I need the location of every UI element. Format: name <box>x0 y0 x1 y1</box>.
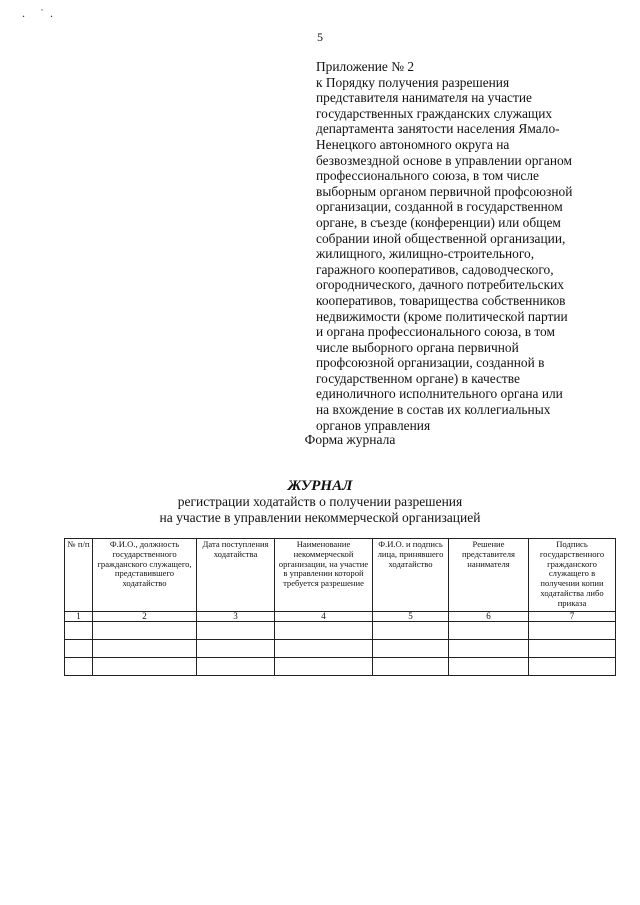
column-header: Наименование некоммерческой организации, на участие в управлении которой требуется разрешение <box>275 539 373 612</box>
scan-specks: . ˙. <box>22 6 59 20</box>
journal-title: ЖУРНАЛ <box>287 478 353 494</box>
appendix-line: числе выборного органа первичной <box>316 339 519 355</box>
page-number: 5 <box>317 30 323 44</box>
appendix-line: единоличного исполнительного органа или <box>316 386 563 402</box>
table-row <box>65 640 616 658</box>
table-cell <box>275 658 373 676</box>
column-number: 4 <box>275 612 373 622</box>
table-cell <box>529 658 616 676</box>
column-header: Решение представителя нанимателя <box>449 539 529 612</box>
appendix-line: кооперативов, товарищества собственников <box>316 292 566 308</box>
table-cell <box>373 658 449 676</box>
appendix-line: выборным органом первичной профсоюзной <box>316 183 573 199</box>
form-label: Форма журнала <box>304 432 396 447</box>
appendix-line: органов управления <box>316 417 431 433</box>
column-header: Дата поступления ходатайства <box>197 539 275 612</box>
table-cell <box>529 622 616 640</box>
appendix-line: организации, созданной в государственном <box>316 199 563 215</box>
appendix-line: государственном органе) в качестве <box>316 370 520 386</box>
appendix-line: безвозмездной основе в управлении органом <box>316 152 572 168</box>
appendix-line: государственных гражданских служащих <box>316 105 553 121</box>
table-cell <box>93 622 197 640</box>
appendix-line: огороднического, дачного потребительских <box>316 277 564 293</box>
column-header: Ф.И.О., должность государственного гражданского служащего, представившего ходатайство <box>93 539 197 612</box>
journal-table <box>64 538 616 676</box>
table-cell <box>529 640 616 658</box>
table-cell <box>373 640 449 658</box>
table-cell <box>449 640 529 658</box>
table-cell <box>373 622 449 640</box>
appendix-block <box>316 59 616 433</box>
column-header: Ф.И.О. и подпись лица, принявшего ходатайство <box>373 539 449 612</box>
table-cell <box>197 658 275 676</box>
column-number: 7 <box>529 612 616 622</box>
table-cell <box>93 640 197 658</box>
column-number-row <box>65 612 616 622</box>
appendix-line: представителя нанимателя на участие <box>316 90 532 106</box>
appendix-line: профсоюзной организации, созданной в <box>316 355 545 371</box>
appendix-line: к Порядку получения разрешения <box>316 74 510 90</box>
appendix-title: Приложение № 2 <box>316 59 415 74</box>
column-number: 5 <box>373 612 449 622</box>
table-cell <box>275 622 373 640</box>
journal-subtitle-line: на участие в управлении некоммерческой организацией <box>159 510 481 525</box>
table-cell <box>449 658 529 676</box>
column-number: 3 <box>197 612 275 622</box>
appendix-line: жилищного, жилищно-строительного, <box>316 246 535 262</box>
column-number: 1 <box>65 612 93 622</box>
appendix-line: гаражного кооперативов, садоводческого, <box>316 261 554 277</box>
table-cell <box>197 622 275 640</box>
column-header: Подпись государственного гражданского служащего в получении копии ходатайства либо приказа <box>529 539 616 612</box>
table-row <box>65 622 616 640</box>
table-cell <box>65 622 93 640</box>
appendix-line: департамента занятости населения Ямало- <box>316 121 560 137</box>
appendix-line: собрании иной общественной организации, <box>316 230 566 246</box>
table-cell <box>65 640 93 658</box>
table-cell <box>275 640 373 658</box>
journal-subtitle-line: регистрации ходатайств о получении разрешения <box>177 494 463 509</box>
appendix-line: недвижимости (кроме политической партии <box>316 308 568 324</box>
table-row <box>65 658 616 676</box>
appendix-line: профессионального союза, в том числе <box>316 168 539 184</box>
column-header: № п/п <box>65 539 93 612</box>
appendix-line: и органа профессионального союза, в том <box>316 324 555 340</box>
column-number: 2 <box>93 612 197 622</box>
table-cell <box>93 658 197 676</box>
table-header-row <box>65 539 616 612</box>
table-cell <box>65 658 93 676</box>
appendix-line: на вхождение в состав их коллегиальных <box>316 402 551 418</box>
table-cell <box>449 622 529 640</box>
journal-subtitle <box>0 494 640 526</box>
column-number: 6 <box>449 612 529 622</box>
table-cell <box>197 640 275 658</box>
appendix-line: органе, в съезде (конференции) или общем <box>316 214 561 230</box>
appendix-line: Ненецкого автономного округа на <box>316 136 510 152</box>
